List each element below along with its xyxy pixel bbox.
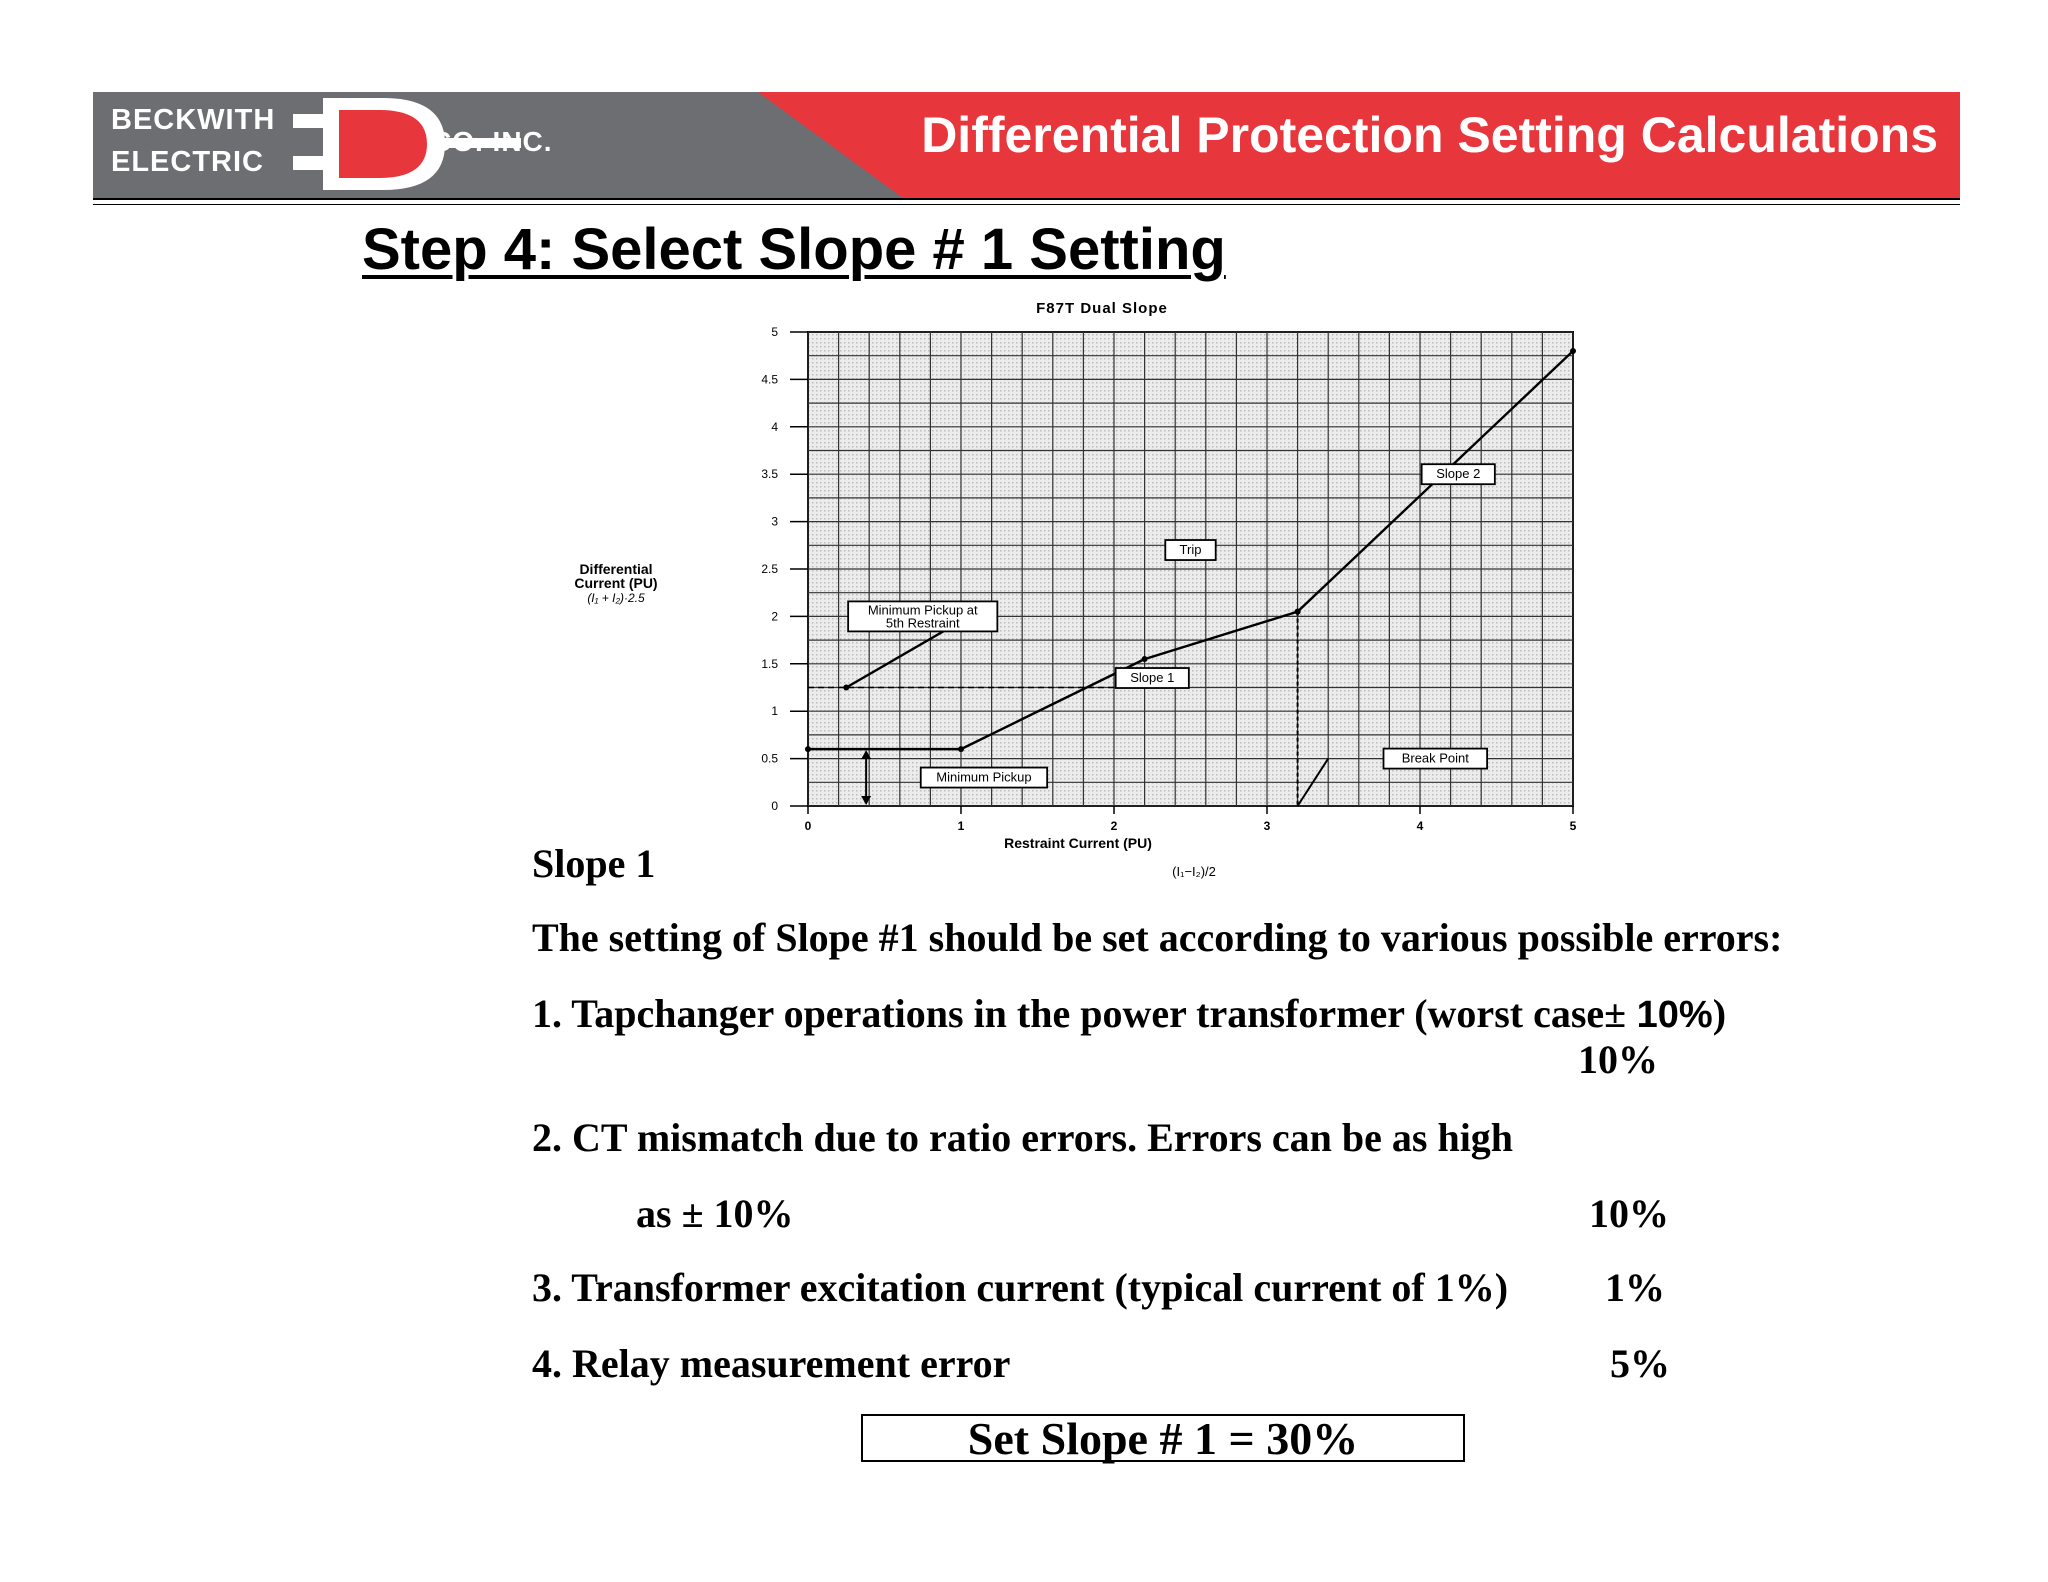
error-item-1-label: 1. Tapchanger operations in the power transformer (worst case± xyxy=(532,991,1627,1036)
annotation-text: Slope 1 xyxy=(1130,670,1175,686)
annotation-label xyxy=(1422,464,1495,484)
error-item-4-value: 5% xyxy=(1610,1341,1670,1386)
dual-slope-chart xyxy=(560,290,1595,890)
y-tick-label: 0 xyxy=(771,799,778,813)
annotation-subtext: 5th Restraint xyxy=(885,615,960,631)
annotation-label xyxy=(1165,540,1215,560)
result-box xyxy=(861,1414,1465,1462)
y-tick-label: 0.5 xyxy=(761,751,778,766)
error-item-2-value: 10% xyxy=(1589,1191,1669,1236)
y-axis-label-line2: Current (PU) xyxy=(574,575,658,591)
logo-text-beckwith: BECKWITH xyxy=(111,104,276,136)
series-point xyxy=(958,746,964,752)
logo-d-fill xyxy=(339,110,427,178)
error-item-1-value: 10% xyxy=(1578,1037,1658,1082)
result-text: Set Slope # 1 = 30% xyxy=(967,1413,1359,1464)
series-point xyxy=(843,685,849,691)
header-divider xyxy=(93,198,1960,205)
x-tick-label: 4 xyxy=(1416,819,1424,833)
logo-text-electric: ELECTRIC xyxy=(111,146,264,178)
y-tick-label: 3.5 xyxy=(761,467,778,482)
header-banner xyxy=(93,92,1960,198)
error-item-2-continuation: as ± 10% xyxy=(636,1191,794,1236)
series-point xyxy=(1142,656,1148,662)
annotation-text: Minimum Pickup xyxy=(936,769,1032,785)
y-tick-label: 1.5 xyxy=(761,656,778,671)
error-item-4-label: 4. Relay measurement error xyxy=(532,1341,1011,1386)
intro-text: The setting of Slope #1 should be set according to various possible errors: xyxy=(532,915,1783,960)
error-item-1-end: ) xyxy=(1712,991,1727,1036)
annotation-text: Minimum Pickup at xyxy=(867,602,978,618)
y-axis-label-line1: Differential xyxy=(579,561,653,577)
annotation-label xyxy=(1384,749,1488,769)
x-tick-label: 0 xyxy=(804,819,812,833)
y-tick-label: 4.5 xyxy=(761,372,778,387)
x-tick-label: 1 xyxy=(957,819,965,833)
series-point xyxy=(805,746,811,752)
x-tick-label: 3 xyxy=(1263,819,1271,833)
x-axis-label: Restraint Current (PU) xyxy=(1004,835,1152,851)
annotation-text: Slope 2 xyxy=(1436,466,1481,482)
page-title: Differential Protection Setting Calculations xyxy=(921,107,1938,163)
error-item-2-label: 2. CT mismatch due to ratio errors. Errors can be as high xyxy=(532,1115,1514,1160)
grid xyxy=(808,332,1573,806)
chart-svg xyxy=(560,290,1595,890)
error-item-1 xyxy=(532,990,1726,1037)
y-axis-label-line3: (I₁ + I₂)·2.5 xyxy=(587,591,645,605)
error-item-3-label: 3. Transformer excitation current (typical current of 1%) xyxy=(532,1265,1509,1310)
x-tick-label: 5 xyxy=(1569,819,1577,833)
series-point xyxy=(1295,609,1301,615)
annotation-text: Trip xyxy=(1179,542,1202,558)
y-tick-label: 3 xyxy=(771,514,778,529)
y-tick-label: 2.5 xyxy=(761,562,778,576)
error-item-1-tail: 10% xyxy=(1626,994,1713,1036)
chart-title: F87T Dual Slope xyxy=(1036,300,1168,317)
slope-heading: Slope 1 xyxy=(532,841,656,886)
annotation-label xyxy=(921,768,1047,788)
series-point xyxy=(1570,348,1576,354)
annotation-label xyxy=(1116,668,1189,688)
logo-text-co: CO. INC. xyxy=(431,126,553,157)
y-tick-label: 2 xyxy=(771,609,778,624)
y-tick-label: 5 xyxy=(771,325,778,339)
error-item-3-value: 1% xyxy=(1605,1265,1665,1310)
annotation-label xyxy=(848,601,997,631)
x-axis-formula: (I₁−I₂)/2 xyxy=(1172,864,1216,879)
y-tick-label: 1 xyxy=(771,704,778,719)
y-tick-label: 4 xyxy=(771,419,778,434)
annotation-text: Break Point xyxy=(1401,750,1469,766)
step-heading: Step 4: Select Slope # 1 Setting xyxy=(362,217,1226,282)
x-tick-label: 2 xyxy=(1110,819,1118,833)
